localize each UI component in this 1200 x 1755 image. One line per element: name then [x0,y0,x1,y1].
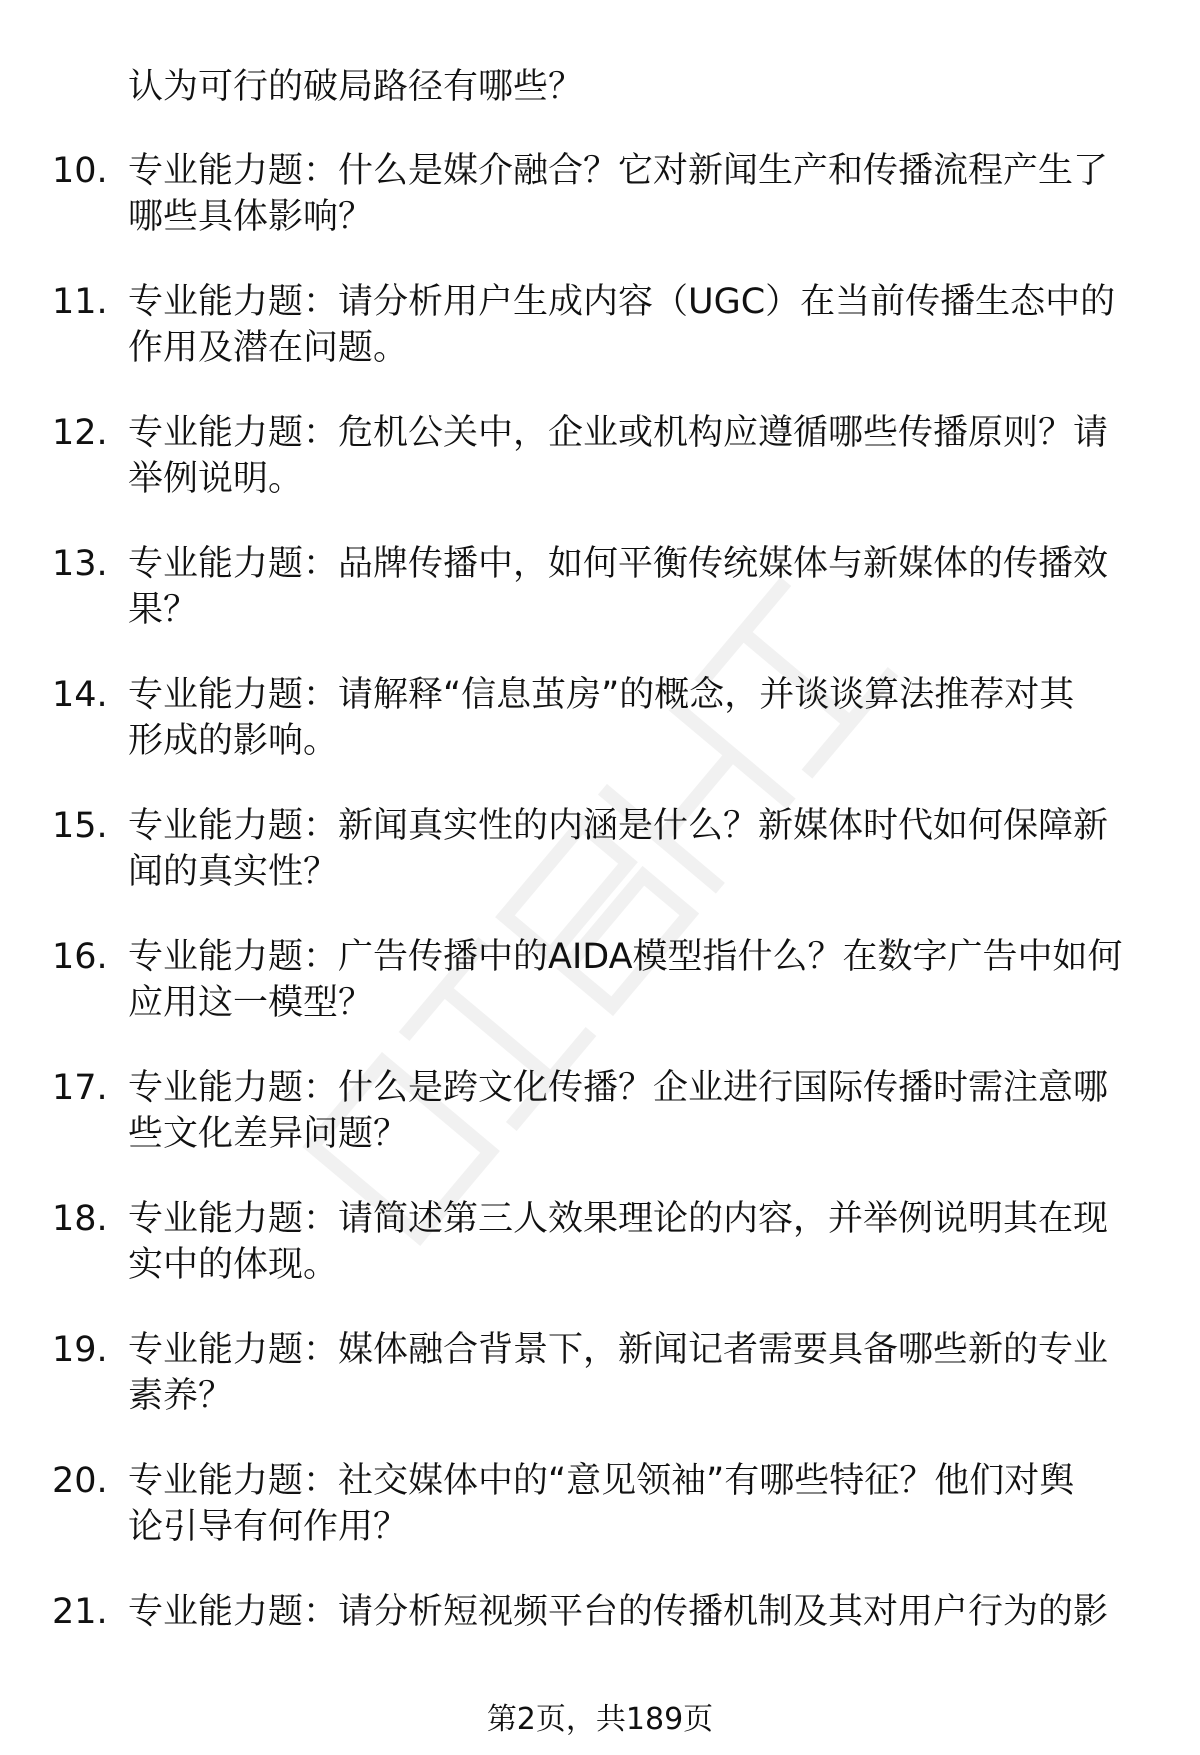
list-item [52,672,1162,761]
question-line: 专业能力题：请分析短视频平台的传播机制及其对用户行为的影 [128,1592,1109,1632]
question-text [128,410,1198,502]
question-line: 实中的体现。 [128,1245,339,1285]
question-text [128,934,1198,1026]
list-item [52,803,1162,892]
continued-question-line: 认为可行的破局路径有哪些？ [128,67,584,107]
question-line: 形成的影响。 [128,721,339,761]
question-line: 专业能力题：品牌传播中，如何平衡传统媒体与新媒体的传播效 [128,544,1109,584]
question-text [128,672,1198,764]
question-text [128,1458,1198,1550]
list-item [52,1458,1162,1547]
question-line: 素养？ [128,1376,234,1416]
question-line: 论引导有何作用？ [128,1507,409,1547]
question-number: 18. [52,1199,108,1239]
question-line: 哪些具体影响？ [128,197,374,237]
list-item [52,1065,1162,1154]
question-line: 作用及潜在问题。 [128,328,409,368]
question-number: 10. [52,151,108,191]
list-item [52,934,1162,1023]
page-footer: 第2页，共189页 [486,1702,714,1737]
question-line: 举例说明。 [128,459,304,499]
question-line: 专业能力题：什么是媒介融合？它对新闻生产和传播流程产生了 [128,151,1109,191]
question-number: 13. [52,544,108,584]
question-text [128,1196,1198,1288]
question-line: 专业能力题：什么是跨文化传播？企业进行国际传播时需注意哪 [128,1068,1109,1108]
question-line: 专业能力题：请简述第三人效果理论的内容，并举例说明其在现 [128,1199,1109,1239]
question-number: 17. [52,1068,108,1108]
question-text [128,148,1198,240]
list-item [52,410,1162,499]
list-item [52,1327,1162,1416]
question-text [128,1327,1198,1419]
question-text [128,1065,1198,1157]
question-number: 20. [52,1461,108,1501]
question-line: 专业能力题：新闻真实性的内涵是什么？新媒体时代如何保障新 [128,806,1109,846]
question-line: 应用这一模型？ [128,983,374,1023]
question-line: 专业能力题：危机公关中，企业或机构应遵循哪些传播原则？请 [128,413,1109,453]
question-text [128,1589,1198,1635]
question-line: 专业能力题：请分析用户生成内容（UGC）在当前传播生态中的 [128,282,1116,322]
question-line: 闻的真实性？ [128,852,339,892]
list-item [52,1589,1162,1635]
question-line: 专业能力题：社交媒体中的“意见领袖”有哪些特征？他们对舆 [128,1461,1075,1501]
question-number: 19. [52,1330,108,1370]
question-text [128,803,1198,895]
question-line: 专业能力题：广告传播中的AIDA模型指什么？在数字广告中如何 [128,937,1123,977]
question-number: 21. [52,1592,108,1632]
list-item [52,279,1162,368]
question-list [52,148,1162,1680]
list-item [52,148,1162,237]
question-line: 专业能力题：请解释“信息茧房”的概念，并谈谈算法推荐对其 [128,675,1075,715]
question-line: 专业能力题：媒体融合背景下，新闻记者需要具备哪些新的专业 [128,1330,1109,1370]
question-number: 15. [52,806,108,846]
question-line: 些文化差异问题？ [128,1114,409,1154]
question-text [128,541,1198,633]
question-number: 16. [52,937,108,977]
question-number: 14. [52,675,108,715]
question-line: 果？ [128,590,199,630]
question-number: 11. [52,282,108,322]
list-item [52,1196,1162,1285]
list-item [52,541,1162,630]
question-number: 12. [52,413,108,453]
question-text [128,279,1198,371]
